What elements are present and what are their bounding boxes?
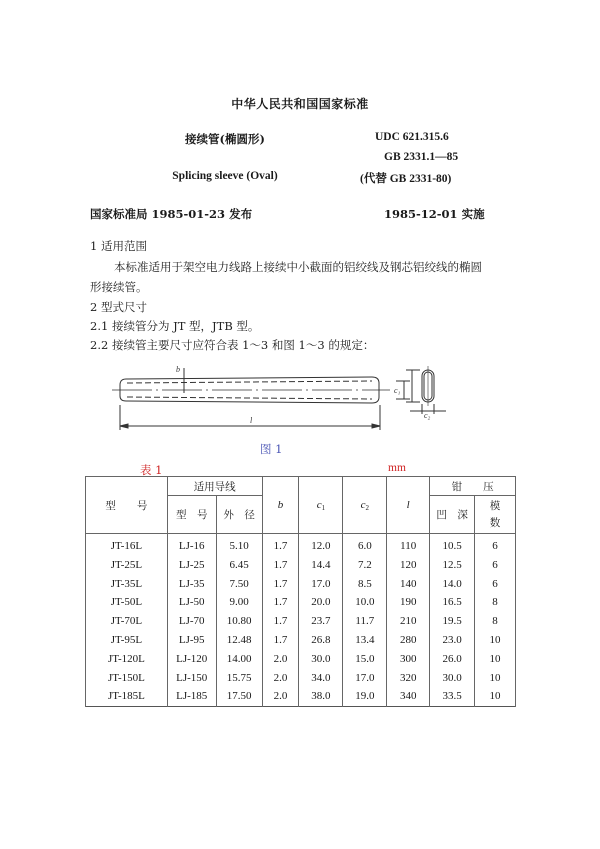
figure-1-caption: 图 1	[260, 442, 283, 456]
figure-1-drawing	[110, 360, 510, 440]
header-crimp-group: 钳 压	[430, 477, 516, 496]
section-2-heading: 2 型式尺寸	[90, 300, 147, 314]
label-c2: c₂	[424, 411, 431, 420]
issue-date: 国家标准局 1985-01-23 发布	[90, 207, 253, 221]
section-1-paragraph-line-1: 本标准适用于架空电力线路上接续中小截面的铝绞线及钢芯铝绞线的椭圆	[114, 260, 482, 274]
header-conductor-group: 适用导线	[167, 477, 262, 496]
table-row: JT-120L LJ-120 14.00 2.0 30.0 15.0 300 26.0 10	[86, 650, 516, 669]
gb-code: GB 2331.1—85	[384, 151, 459, 163]
label-c1: c₁	[394, 386, 401, 395]
table-row: JT-150L LJ-150 15.75 2.0 34.0 17.0 320 30.0 10	[86, 669, 516, 688]
header-l: l	[387, 477, 430, 534]
header-conductor-model: 型 号	[167, 496, 216, 534]
title-english: Splicing sleeve (Oval)	[172, 170, 278, 182]
header-crimp-depth: 凹 深	[430, 496, 475, 534]
section-1-heading: 1 适用范围	[90, 239, 147, 253]
section-1-paragraph-line-2: 形接续管。	[90, 280, 148, 294]
table-1-caption: 表 1	[140, 463, 163, 477]
replaces-standard: (代替 GB 2331-80)	[360, 173, 452, 185]
section-2-1: 2.1 接续管分为 JT 型，JTB 型。	[90, 319, 260, 333]
header-c1: $c_1$	[299, 477, 343, 534]
table-1	[85, 476, 516, 707]
header-crimp-dies: 模 数	[475, 496, 516, 534]
title-chinese: 接续管(椭圆形)	[185, 132, 265, 146]
table-row: JT-50L LJ-50 9.00 1.7 20.0 10.0 190 16.5 8	[86, 593, 516, 612]
header-b: b	[262, 477, 299, 534]
table-row: JT-70L LJ-70 10.80 1.7 23.7 11.7 210 19.5 8	[86, 612, 516, 631]
header-model: 型 号	[86, 477, 168, 534]
header-c2: $c_2$	[343, 477, 387, 534]
label-b: b	[176, 365, 180, 374]
table-row: JT-25L LJ-25 6.45 1.7 14.4 7.2 120 12.5 6	[86, 556, 516, 575]
sleeve-diagram	[110, 360, 510, 440]
effective-date: 1985-12-01 实施	[384, 207, 485, 221]
section-2-2: 2.2 接续管主要尺寸应符合表 1～3 和图 1～3 的规定：	[90, 338, 375, 352]
national-standard-heading: 中华人民共和国国家标准	[231, 97, 369, 111]
table-unit: mm	[388, 462, 406, 474]
table-row: JT-95L LJ-95 12.48 1.7 26.8 13.4 280 23.0 10	[86, 631, 516, 650]
label-l: l	[250, 416, 253, 425]
table-row: JT-16L LJ-16 5.10 1.7 12.0 6.0 110 10.5 6	[86, 534, 516, 556]
header-conductor-od: 外 径	[216, 496, 262, 534]
table-row: JT-185L LJ-185 17.50 2.0 38.0 19.0 340 33.5 10	[86, 687, 516, 706]
udc-code: UDC 621.315.6	[375, 131, 449, 143]
table-row: JT-35L LJ-35 7.50 1.7 17.0 8.5 140 14.0 6	[86, 575, 516, 594]
